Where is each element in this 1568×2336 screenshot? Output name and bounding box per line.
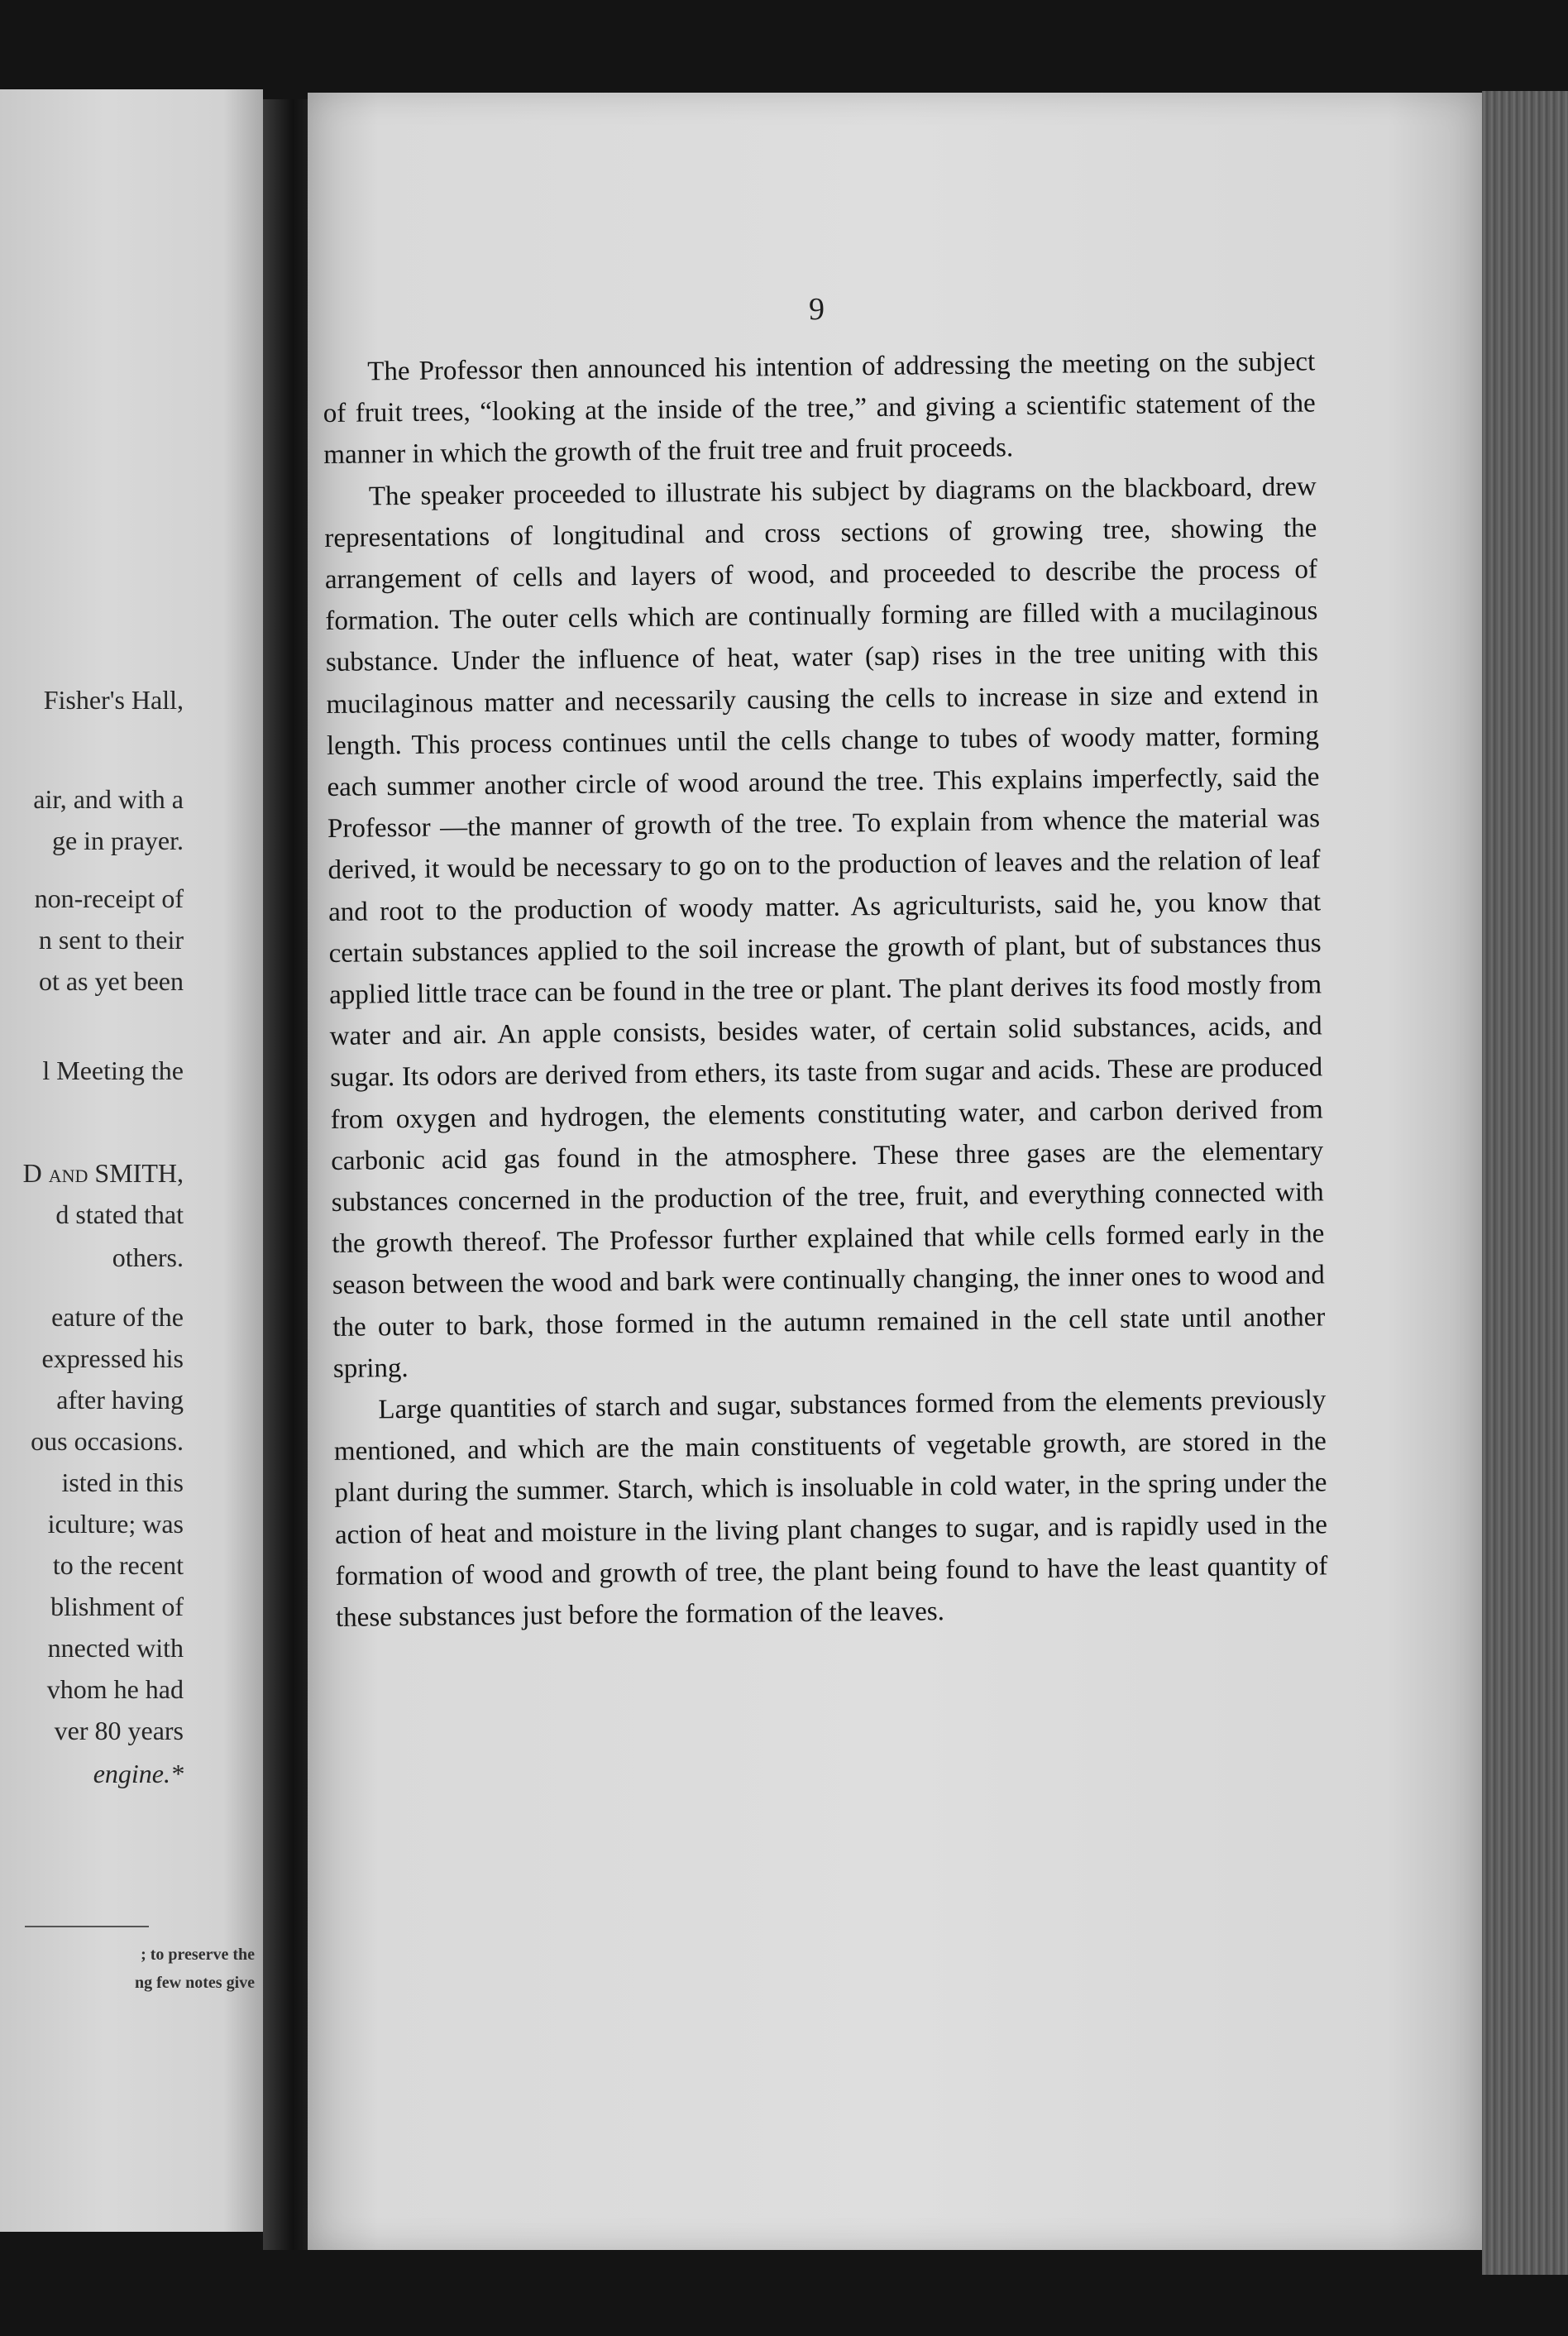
left-page-line: expressed his bbox=[41, 1343, 184, 1373]
left-page-line: eature of the bbox=[51, 1302, 184, 1332]
left-page-line: nnected with bbox=[47, 1633, 184, 1663]
left-page-line: ous occasions. bbox=[31, 1426, 184, 1456]
left-page-line: non-receipt of bbox=[34, 883, 184, 913]
left-page-line: air, and with a bbox=[33, 784, 184, 814]
left-page-line: to the recent bbox=[52, 1550, 184, 1580]
left-page-line: vhom he had bbox=[46, 1674, 184, 1704]
page-number: 9 bbox=[809, 292, 825, 327]
page-edges bbox=[1482, 91, 1568, 2275]
left-page-footnote-line: ng few notes give bbox=[135, 1974, 255, 1992]
left-page-line: ver 80 years bbox=[54, 1716, 184, 1745]
left-page-line: others. bbox=[112, 1242, 184, 1272]
left-page-line: after having bbox=[56, 1385, 184, 1415]
left-page-line: engine.* bbox=[93, 1759, 184, 1788]
left-page-footnote-line: ; to preserve the bbox=[141, 1946, 255, 1964]
left-page-line: d stated that bbox=[55, 1199, 184, 1229]
paragraph: The speaker proceeded to illustrate his subject by diagrams on the blackboard, drew representations of longitudinal and cross sections of growing tree, showing the arrangement of cells and layers of wood, and proceeded to describe the process of formation. The outer cells which are continually forming are filled with a mucilaginous substance. Under the influence of heat, water (sap) rises in the tree uniting with this mucilaginous matter and necessarily causing the cells to increase in size and extend in length. This process continues until the cells change to tubes of woody matter, forming each summer another circle of wood around the tree. This explains imperfectly, said the Professor —the manner of growth of the tree. To explain from whence the material was derived, it would be necessary to go on to the production of leaves and the relation of leaf and root to the production of woody matter. As agriculturists, said he, you know that certain substances applied to the soil increase the growth of plant, but of substances thus applied little trace can be found in the tree or plant. The plant derives its food mostly from water and air. An apple consists, besides water, of certain solid substances, acids, and sugar. Its odors are derived from ethers, its taste from sugar and acids. These are produced from oxygen and hydrogen, the elements constituting water, and carbon derived from carbonic acid gas found in the atmosphere. These three gases are the elementary substances concerned in the production of the tree, fruit, and everything connected with the growth thereof. The Professor further explained that while cells formed early in the season between the wood and bark were continually changing, the inner ones to wood and the outer to bark, those formed in the autumn remained in the cell state until another spring. bbox=[324, 472, 1326, 1384]
paragraph: Large quantities of starch and sugar, substances formed from the elements previously mentioned, and which are the main constituents of vegetable growth, are stored in the plant during the summer. Starch, which is insoluable in cold water, in the spring under the action of heat and moisture in the living plant changes to sugar, and is rapidly used in the formation of wood and growth of tree, the plant being found to have the least quantity of these substances just before the formation of the leaves. bbox=[333, 1385, 1328, 1634]
left-page-line: ge in prayer. bbox=[51, 826, 184, 855]
left-page-line: D and SMITH, bbox=[22, 1158, 184, 1188]
paragraph: The Professor then announced his intention of addressing the meeting on the subject of fruit trees, “looking at the inside of the tree,” and giving a scientific statement of the manner in which the growth of the fruit tree and fruit proceeds. bbox=[323, 347, 1316, 471]
left-page-line: isted in this bbox=[61, 1467, 184, 1497]
footnote-rule bbox=[25, 1926, 149, 1927]
left-page-line: iculture; was bbox=[47, 1509, 184, 1539]
left-page-line: ot as yet been bbox=[38, 966, 184, 996]
page-body bbox=[323, 341, 1328, 1639]
left-page-line: Fisher's Hall, bbox=[43, 685, 184, 715]
left-page-line: blishment of bbox=[50, 1592, 184, 1621]
previous-page-fragment bbox=[0, 89, 263, 2232]
book-gutter bbox=[263, 99, 313, 2250]
left-page-line: l Meeting the bbox=[42, 1056, 184, 1085]
left-page-line: n sent to their bbox=[38, 925, 184, 955]
